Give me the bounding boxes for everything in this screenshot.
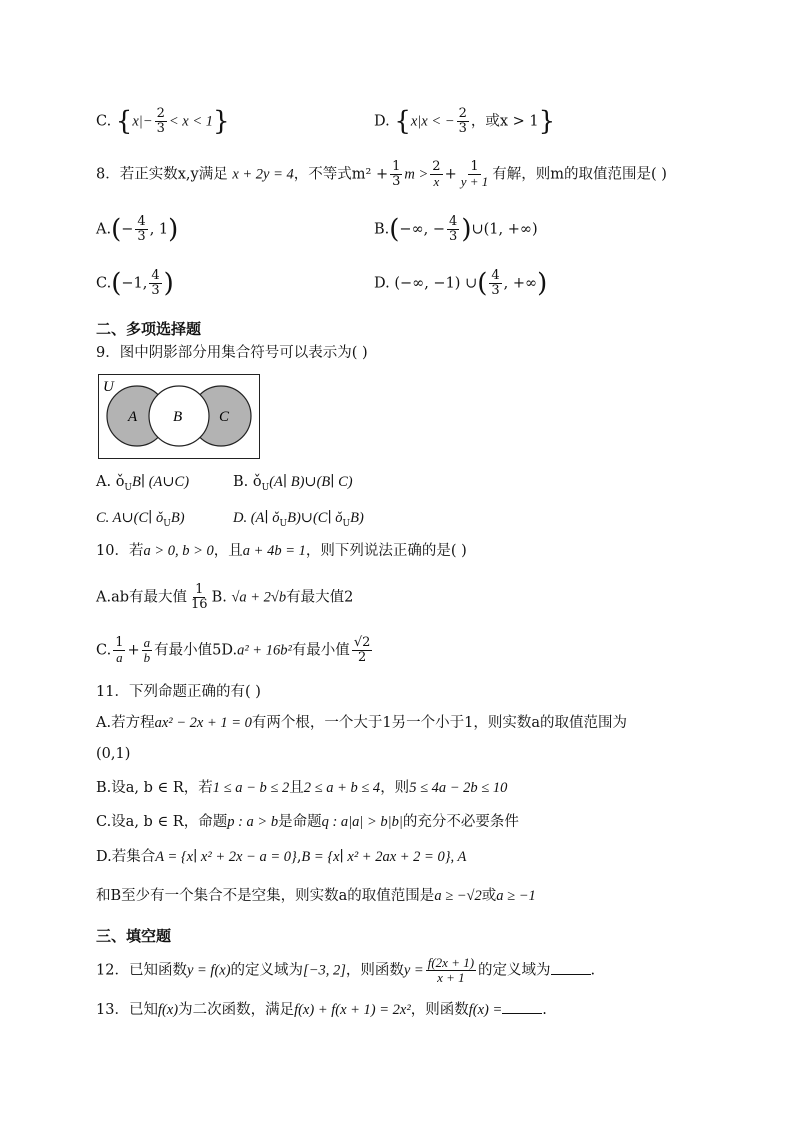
q8-option-d: D. (−∞, −1) ∪( $\frac{4}{3}$ , +∞) — [374, 268, 548, 299]
q8-option-c: C.(−1, $\frac{4}{3}$ ) — [96, 268, 174, 299]
section-title-multiple-choice: 二、多项选择题 — [96, 320, 202, 338]
q10-stem: 10．若a > 0, b > 0，且a + 4b = 1，则下列说法正确的是( ) — [96, 543, 467, 559]
label-u: U — [103, 379, 114, 395]
q9-option-a: A. $ǒ_UB∣$ (A∪C) — [96, 474, 190, 493]
fraction: $\frac{2}{3}$ — [458, 106, 467, 136]
q11-option-a-range: (0,1) — [96, 746, 131, 762]
label-a: A — [128, 409, 138, 425]
answer-blank[interactable] — [551, 962, 591, 975]
q13: 13．已知f(x)为二次函数，满足f(x) + f(x + 1) = 2x²，则函数f(x) = . — [96, 1002, 547, 1018]
q11-option-b: B.设a, b ∈ R，若1 ≤ a − b ≤ 2且2 ≤ a + b ≤ 4，则5 ≤ 4a − 2b ≤ 10 — [96, 780, 508, 796]
q11-option-c: C.设a, b ∈ R，命题p : a > b是命题q : a|a| > b|b|的充分不必要条件 — [96, 814, 519, 830]
answer-blank[interactable] — [502, 1001, 542, 1014]
q12: 12．已知函数y = f(x)的定义域为[−3, 2]，则函数y = $\frac{f(2x + 1)}{x + 1}$ 的定义域为 . — [96, 955, 596, 985]
q8-option-b: B.(−∞, − $\frac{4}{3}$ )∪(1, +∞) — [374, 214, 538, 245]
q9-option-c: C. A∪(C∣ $ǒ_UB$) — [96, 510, 185, 529]
q9-option-d: D. (A∣ $ǒ_UB)\cup(C∣$ $ǒ_UB$) — [233, 510, 364, 529]
venn-diagram — [98, 374, 260, 459]
q7-option-d: D. {x|x < − $\frac{2}{3}$ ，或x > 1} — [374, 106, 556, 137]
q9-option-b: B. $ǒ_U(A∣$ B)∪(B∣ C) — [233, 474, 353, 493]
q8-option-a: A.(− $\frac{4}{3}$ , 1) — [96, 214, 179, 245]
venn-svg — [99, 375, 259, 458]
q7-option-c: C. {x|− $\frac{2}{3}$ < x < 1} — [96, 106, 230, 137]
q11-stem: 11．下列命题正确的有( ) — [96, 684, 261, 700]
label-c: C — [219, 409, 230, 425]
q9-stem: 9．图中阴影部分用集合符号可以表示为( ) — [96, 345, 368, 361]
q8-stem: 8．若正实数x,y满足 x + 2y = 4，不等式m² + $\frac{1}{3}$ m > $\frac{2}{x}$ + $\frac{1}{y + 1}$ 有解，则m的取值范围是( ) — [96, 159, 667, 189]
section-title-fill-blank: 三、填空题 — [96, 927, 172, 945]
q10-options-cd: C. $\frac{1}{a}$ + $\frac{a}{b}$ 有最小值5D.a² + 16b²有最小值 $\frac{√2}{2}$ — [96, 635, 371, 665]
fraction: $\frac{2}{3}$ — [156, 106, 165, 136]
q11-option-d-cont: 和B至少有一个集合不是空集，则实数a的取值范围是a ≥ −√2或a ≥ −1 — [96, 888, 536, 904]
q10-options-ab: A.ab有最大值 $\frac{1}{16}$ B. √a + 2√b有最大值2 — [96, 582, 354, 612]
q11-option-a: A.若方程ax² − 2x + 1 = 0有两个根，一个大于1另一个小于1，则实数a的取值范围为 — [96, 715, 628, 731]
q11-option-d: D.若集合A = {x∣ x² + 2x − a = 0},B = {x∣ x² + 2ax + 2 = 0}, A — [96, 849, 467, 865]
label-b: B — [173, 409, 183, 425]
